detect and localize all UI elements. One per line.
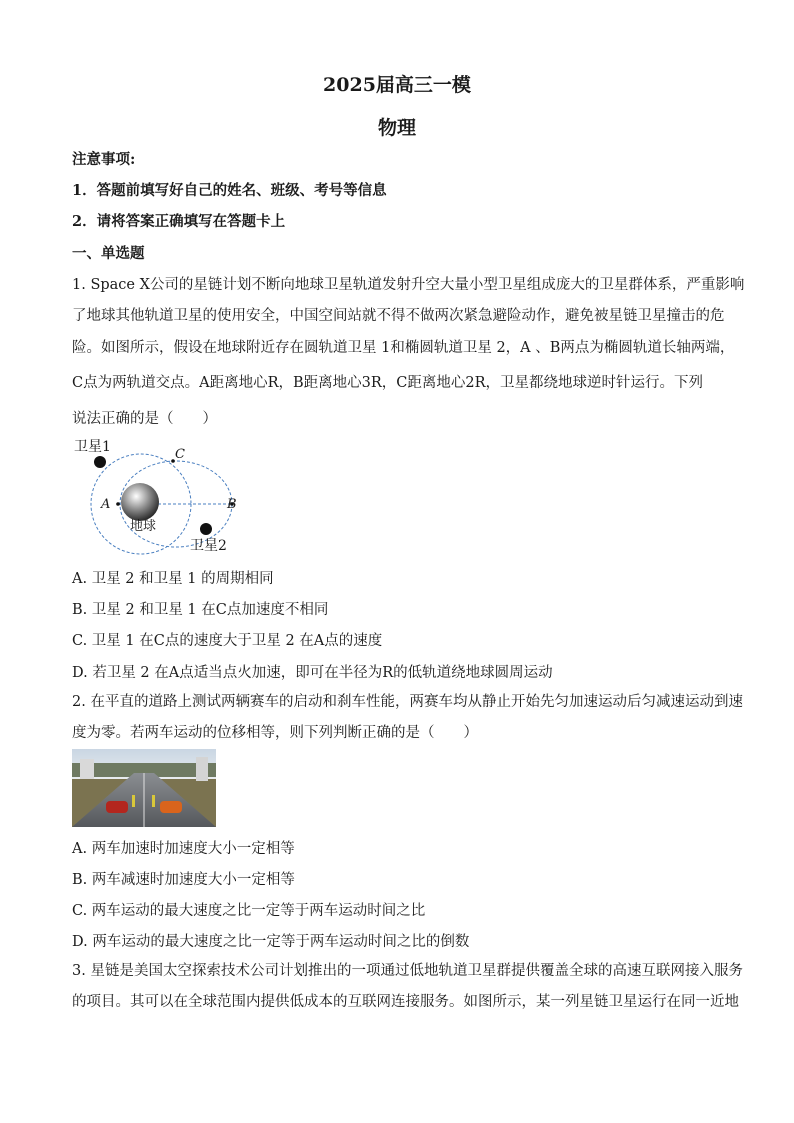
satellite-2: [200, 523, 212, 535]
label-a: A: [101, 497, 111, 512]
q1-option-d: D. 若卫星 2 在A点适当点火加速，即可在半径为R的低轨道绕地球圆周运动: [72, 665, 553, 681]
q1-option-a: A. 卫星 2 和卫星 1 的周期相同: [72, 571, 274, 587]
orange-car: [160, 801, 182, 813]
label-b: B: [227, 497, 237, 512]
q1-line-3: 险。如图所示，假设在地球附近存在圆轨道卫星 1和椭圆轨道卫星 2，A 、B两点为椭圆轨道长轴两端，: [72, 340, 735, 356]
q1-line-1: 1. Space X公司的星链计划不断向地球卫星轨道发射升空大量小型卫星组成庞大的卫星群体系，严重影响: [72, 277, 745, 293]
q1-line-4: C点为两轨道交点。A距离地心R，B距离地心3R，C距离地心2R，卫星都绕地球逆时针运行。下列: [72, 375, 704, 391]
q2-option-b: B. 两车减速时加速度大小一定相等: [72, 872, 295, 888]
notice-item-2: 2．请将答案正确填写在答题卡上: [72, 213, 286, 230]
orbit-diagram: [70, 436, 250, 556]
q2-option-c: C. 两车运动的最大速度之比一定等于两车运动时间之比: [72, 903, 426, 919]
q2-line-1: 2. 在平直的道路上测试两辆赛车的启动和刹车性能，两赛车均从静止开始先匀加速运动后匀减速运动到速: [72, 694, 743, 710]
q2-option-a: A. 两车加速时加速度大小一定相等: [72, 841, 295, 857]
q2-line-2: 度为零。若两车运动的位移相等，则下列判断正确的是（ ）: [72, 725, 478, 741]
q1-option-c: C. 卫星 1 在C点的速度大于卫星 2 在A点的速度: [72, 633, 383, 649]
label-satellite-2: 卫星2: [190, 538, 227, 554]
race-cars-photo: [72, 749, 216, 827]
earth-globe: [121, 483, 159, 521]
q1-option-b: B. 卫星 2 和卫星 1 在C点加速度不相同: [72, 602, 329, 618]
q2-option-d: D. 两车运动的最大速度之比一定等于两车运动时间之比的倒数: [72, 934, 470, 950]
label-earth: 地球: [130, 519, 157, 534]
q1-line-5: 说法正确的是（ ）: [72, 411, 217, 427]
subject-title: 物理: [377, 117, 416, 139]
label-c: C: [175, 447, 185, 462]
q1-line-2: 了地球其他轨道卫星的使用安全，中国空间站就不得不做两次紧急避险动作，避免被星链卫星撞击的危: [72, 308, 725, 324]
red-car: [106, 801, 128, 813]
point-a: [116, 502, 120, 506]
notice-item-1: 1．答题前填写好自己的姓名、班级、考号等信息: [72, 182, 387, 199]
section-heading: 一、单选题: [72, 245, 145, 262]
q3-line-1: 3. 星链是美国太空探索技术公司计划推出的一项通过低地轨道卫星群提供覆盖全球的高速互联网接入服务: [72, 963, 743, 979]
satellite-1: [94, 456, 106, 468]
exam-title: 2025届高三一模: [323, 74, 471, 96]
q3-line-2: 的项目。其可以在全球范围内提供低成本的互联网连接服务。如图所示，某一列星链卫星运行在同一近地: [72, 994, 739, 1010]
label-satellite-1: 卫星1: [74, 439, 111, 455]
notice-heading: 注意事项:: [72, 151, 136, 168]
